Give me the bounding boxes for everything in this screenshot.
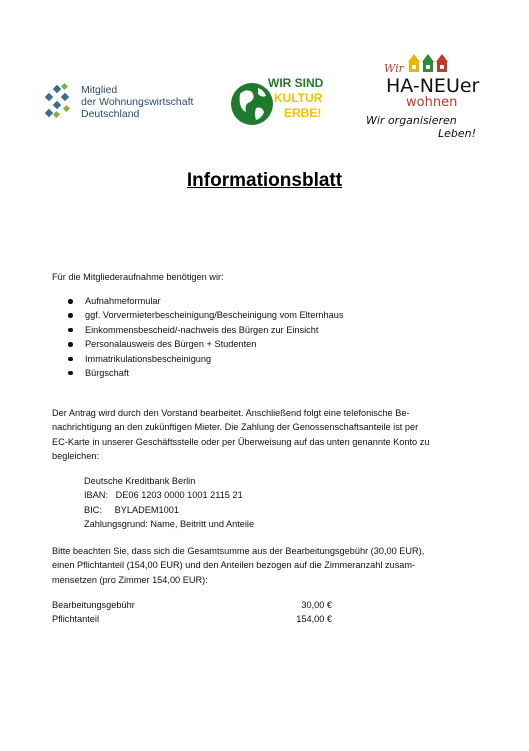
bank-details	[84, 474, 254, 532]
page-title: Informationsblatt	[186, 170, 343, 191]
intro-text: Für die Mitgliederaufnahme benötigen wir:	[52, 272, 224, 282]
bank-name: Deutsche Kreditbank Berlin	[84, 476, 196, 486]
bank-iban: IBAN: DE06 1203 0000 1001 2115 21	[84, 490, 243, 501]
bank-purpose: Zahlungsgrund: Name, Beitritt und Anteile	[84, 519, 255, 530]
paragraph-line: begleichen:	[52, 451, 99, 462]
list-item: Einkommensbescheid/-nachweis des Bürgen zur Einsicht	[52, 323, 343, 337]
paragraph-line: einen Pflichtanteil (154,00 EUR) und den Anteilen bezogen auf die Zimmeranzahl zusam-	[52, 560, 416, 571]
procedure-paragraph	[52, 406, 472, 464]
bank-bic: BIC: BYLADEM1001	[84, 504, 179, 515]
haneuer-slogan-1: Wir organisieren	[366, 114, 457, 127]
fees-table	[52, 598, 332, 627]
paragraph-line: mensetzen (pro Zimmer 154,00 EUR):	[52, 574, 208, 585]
paragraph-line: nachrichtigung an den zukünftigen Mieter. Die Zahlung der Genossenschaftsanteile ist per	[52, 422, 419, 433]
list-item: Bürgschaft	[52, 366, 343, 380]
houses-icon	[408, 54, 448, 72]
list-item: Personalausweis des Bürgen + Studenten	[52, 337, 343, 351]
paragraph-line: EC-Karte in unserer Geschäftsstelle oder per Überweisung auf das unten genannte Konto zu	[52, 436, 430, 447]
gdw-text-line: Mitglied	[81, 84, 118, 96]
list-item: Immatrikulationsbescheinigung	[52, 352, 343, 366]
paragraph-line: Der Antrag wird durch den Vorstand bearbeitet. Anschließend folgt eine telefonische Be-	[52, 408, 410, 418]
gdw-logo	[44, 82, 214, 122]
fees-paragraph	[52, 544, 472, 587]
haneuer-slogan-2: Leben!	[438, 127, 477, 140]
kultur-text-2: KULTUR	[274, 91, 323, 105]
fee-row	[52, 612, 332, 626]
kultur-text-3: ERBE!	[284, 106, 322, 120]
list-item: ggf. Vorvermieterbescheinigung/Bescheinigung vom Elternhaus	[52, 308, 343, 322]
list-item: Aufnahmeformular	[52, 294, 343, 308]
requirements-list	[52, 294, 343, 380]
fee-amount: 154,00 €	[296, 614, 332, 625]
haneuer-wohnen: wohnen	[406, 95, 458, 110]
fee-row	[52, 598, 332, 612]
fee-amount: 30,00 €	[301, 600, 332, 610]
gdw-text-line: der Wohnungswirtschaft	[81, 96, 194, 108]
haneuer-wir: Wir	[384, 62, 404, 75]
gdw-diamond-icon	[44, 82, 74, 120]
fee-label: Bearbeitungsgebühr	[52, 600, 135, 610]
gdw-text-line: Deutschland	[81, 108, 140, 120]
paragraph-line: Bitte beachten Sie, dass sich die Gesamtsumme aus der Bearbeitungsgebühr (30,00 EUR),	[52, 546, 425, 556]
fee-label: Pflichtanteil	[52, 614, 99, 625]
haneuer-logo	[360, 48, 495, 140]
kulturerbe-logo	[228, 72, 338, 130]
haneuer-name: HA-NEUer	[386, 75, 480, 97]
kultur-text-1: WIR SIND	[268, 76, 324, 90]
